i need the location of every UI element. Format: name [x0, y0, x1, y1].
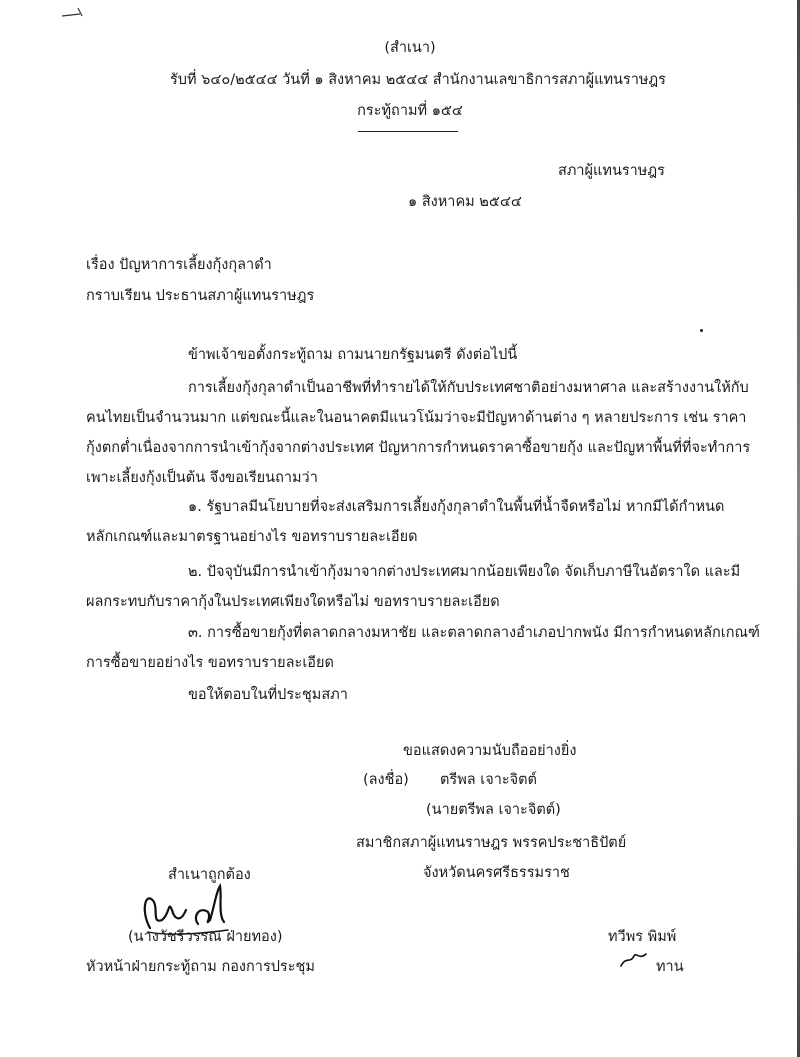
- receipt-line: รับที่ ๖๔๐/๒๕๔๔ วันที่ ๑ สิงหาคม ๒๕๔๔ สำนักงานเลขาธิการสภาผู้แทนราษฎร: [170, 72, 666, 88]
- salutation: กราบเรียน ประธานสภาผู้แทนราษฎร: [86, 288, 315, 304]
- paragraph-line: การเลี้ยงกุ้งกุลาดำเป็นอาชีพที่ทำรายได้ให้กับประเทศชาติอย่างมหาศาล และสร้างงานให้กับ: [188, 380, 749, 396]
- signer-printed-name: (นายตรีพล เจาะจิตต์): [426, 802, 561, 818]
- signer-province: จังหวัดนครศรีธรรมราช: [423, 865, 570, 881]
- origin: สภาผู้แทนราษฎร: [558, 163, 665, 179]
- certify-label: สำเนาถูกต้อง: [168, 867, 251, 883]
- scan-speck: [700, 329, 703, 332]
- subject-line: เรื่อง ปัญหาการเลี้ยงกุ้งกุลาดำ: [86, 257, 272, 273]
- request-line: ขอให้ตอบในที่ประชุมสภา: [188, 687, 348, 703]
- paragraph-line: คนไทยเป็นจำนวนมาก แต่ขณะนี้และในอนาคตมีแนวโน้มว่าจะมีปัญหาด้านต่าง ๆ หลายประการ เช่น ราคา: [86, 410, 747, 426]
- checker-note: ทาน: [656, 959, 684, 975]
- paragraph-line: กุ้งตกต่ำเนื่องจากการนำเข้ากุ้งจากต่างประเทศ ปัญหาการกำหนดราคาซื้อขายกุ้ง และปัญหาพื้นที่ที่จะทำการ: [86, 440, 751, 456]
- question-1-line: หลักเกณฑ์และมาตรฐานอย่างไร ขอทราบรายละเอียด: [86, 529, 418, 545]
- question-3-line: การซื้อขายอย่างไร ขอทราบรายละเอียด: [86, 655, 334, 671]
- certifier-name: (นางวัชรีวรรณ ฝ่ายทอง): [128, 929, 283, 945]
- question-3-line: ๓. การซื้อขายกุ้งที่ตลาดกลางมหาชัย และตลาดกลางอำเภอปากพนัง มีการกำหนดหลักเกณฑ์: [188, 625, 760, 641]
- letter-date: ๑ สิงหาคม ๒๕๔๔: [408, 194, 522, 210]
- signer-name: ตรีพล เจาะจิตต์: [440, 772, 537, 788]
- copy-label: (สำเนา): [384, 40, 436, 56]
- signed-label: (ลงชื่อ): [363, 772, 409, 788]
- question-2-line: ๒. ปัจจุบันมีการนำเข้ากุ้งมาจากต่างประเทศมากน้อยเพียงใด จัดเก็บภาษีในอัตราใด และมี: [188, 564, 741, 580]
- regards: ขอแสดงความนับถืออย่างยิ่ง: [403, 743, 577, 759]
- paragraph-line: เพาะเลี้ยงกุ้งเป็นต้น จึงขอเรียนถามว่า: [86, 470, 318, 486]
- header-divider: [358, 131, 458, 132]
- typist-note: ทวีพร พิมพ์: [608, 929, 677, 945]
- signer-position: สมาชิกสภาผู้แทนราษฎร พรรคประชาธิปัตย์: [356, 835, 627, 851]
- question-2-line: ผลกระทบกับราคากุ้งในประเทศเพียงใดหรือไม่ ขอทราบรายละเอียด: [86, 594, 500, 610]
- scan-mark: [58, 4, 88, 22]
- intro-line: ข้าพเจ้าขอตั้งกระทู้ถาม ถามนายกรัฐมนตรี ดังต่อไปนี้: [188, 347, 518, 363]
- question-1-line: ๑. รัฐบาลมีนโยบายที่จะส่งเสริมการเลี้ยงกุ้งกุลาดำในพื้นที่น้ำจืดหรือไม่ หากมีได้กำหนด: [188, 499, 725, 515]
- checker-initials-mark: [618, 948, 652, 972]
- question-number: กระทู้ถามที่ ๑๕๔: [357, 103, 463, 119]
- certifier-title: หัวหน้าฝ่ายกระทู้ถาม กองการประชุม: [86, 959, 315, 975]
